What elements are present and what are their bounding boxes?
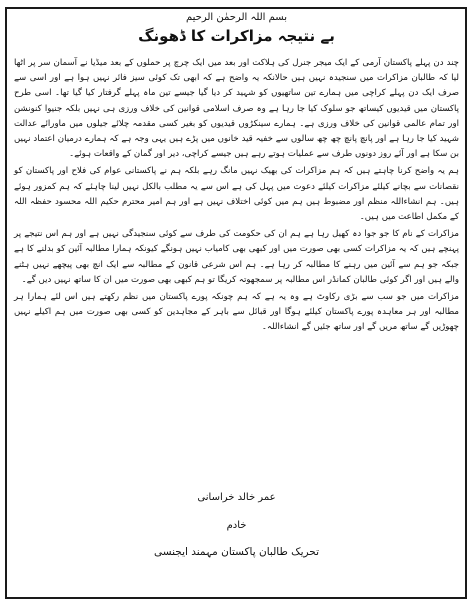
signatory-role: خادم: [226, 520, 247, 531]
signatory-name: عمر خالد خراسانی: [197, 492, 276, 503]
signatory-organization: تحریک طالبان پاکستان مہمند ایجنسی: [154, 546, 319, 558]
paragraph-3: مزاکرات کے نام کا جو جوا دہ کھیل رہا ہے ہم ان کی حکومت کی طرف سے کوئی سنجیدگی نہیں ہے اور ہم اس نتیجے پر پہنچے ہیں کہ یہ مزاکرات کسی بھی صورت میں اور کبھی بھی کامیاب نہیں ہونگے کیونکہ ہمارا مطالبہ آئین کو بدلنے کا ہے جبکہ جو ہم سے آئین میں رہنے کا مطالبہ کر رہا ہے۔ ہم اس شرعی قانون کے مطالبہ سے ایک انچ بھی پیچھے نہیں ہٹنے والے ہیں اور اگر کوئی طالبان کمانڈر اس مطالبہ پر سمجھوتہ کریگا تو ہم کبھی بھی صورت میں ان کا ساتھ نہیں دیں گے۔: [14, 229, 459, 285]
bismillah-heading: بسم اللہ الرحمٰن الرحیم: [185, 12, 287, 23]
document-body: [14, 56, 459, 338]
paragraph-4: مزاکرات میں جو سب سے بڑی رکاوٹ ہے وہ یہ ہے کہ ہم چونکہ پورے پاکستان میں نظم رکھتے ہیں اس لئے ہمارا ہر مطالبہ اور ہر معاہدہ پورے پاکستان کیلئے ہوگا اور قبائل سے باہر کے مجاہدین کو کسی بھی صورت میں ہم اکیلے نہیں چھوڑیں گے ساتھ مریں گے اور ساتھ جئیں گے انشاءاللہ۔: [14, 292, 459, 333]
document-title: بے نتیجہ مزاکرات کا ڈھونگ: [138, 27, 335, 45]
paragraph-1: چند دن پہلے پاکستان آرمی کے ایک میجر جنرل کی ہلاکت اور بعد میں ایک چرچ پر حملوں کے بعد میڈیا نے آسمان سر پر اٹھا لیا کہ طالبان مزاکرات میں سنجیدہ نہیں ہیں حالانکہ یہ واضح ہے کہ ابھی تک کوئی سیز فائر نہیں ہوا ہے اور اسی سے صرف ایک دن پہلے کراچی میں ہمارے تین ساتھیوں کو شہید کر دیا گیا جیسے تین ماہ پہلے گرفتار کیا گیا تھا۔ اسی طرح پاکستان میں قیدیوں کیساتھ جو سلوک کیا جا رہا ہے وہ صرف اسلامی قوانین کی خلاف ورزی ہی نہیں بلکہ جنیوا کنونشن اور تمام عالمی قوانین کی خلاف ورزی ہے۔ ہمارے سینکڑوں قیدیوں کو بغیر کسی مقدمہ چلائے جیلوں میں ماورائے عدالت شہید کیا جا رہا ہے اور پانچ پانچ چھ چھ سالوں سے خفیہ قید خانوں میں پڑے ہیں یہی وجہ ہے کہ ہمارے درمیان اعتماد نہیں بن سکا ہے اور آئے روز دونوں طرف سے عملیات ہوتے رہے ہیں جیسے کراچی، دیر اور گمان کے واقعات ہوئے۔: [14, 58, 459, 160]
paragraph-2: ہم یہ واضح کرنا چاہتے ہیں کہ ہم مزاکرات کی بھیک نہیں مانگ رہے بلکہ ہم نے پاکستانی عوام کی فلاح اور پاکستان کو نقصانات سے بچانے کیلئے مزاکرات کیلئے دعوت میں پہل کی ہے اس سے یہ مطلب بالکل نہیں لینا چاہئے کہ ہم کمزور ہوئے ہیں۔ ہم انشاءاللہ منظم اور مضبوط ہیں ہم میں کوئی اختلاف نہیں ہے اور ہم امیر محترم حکیم اللہ محسود حفظہ اللہ کے مکمل اطاعت میں ہیں۔: [14, 166, 459, 223]
